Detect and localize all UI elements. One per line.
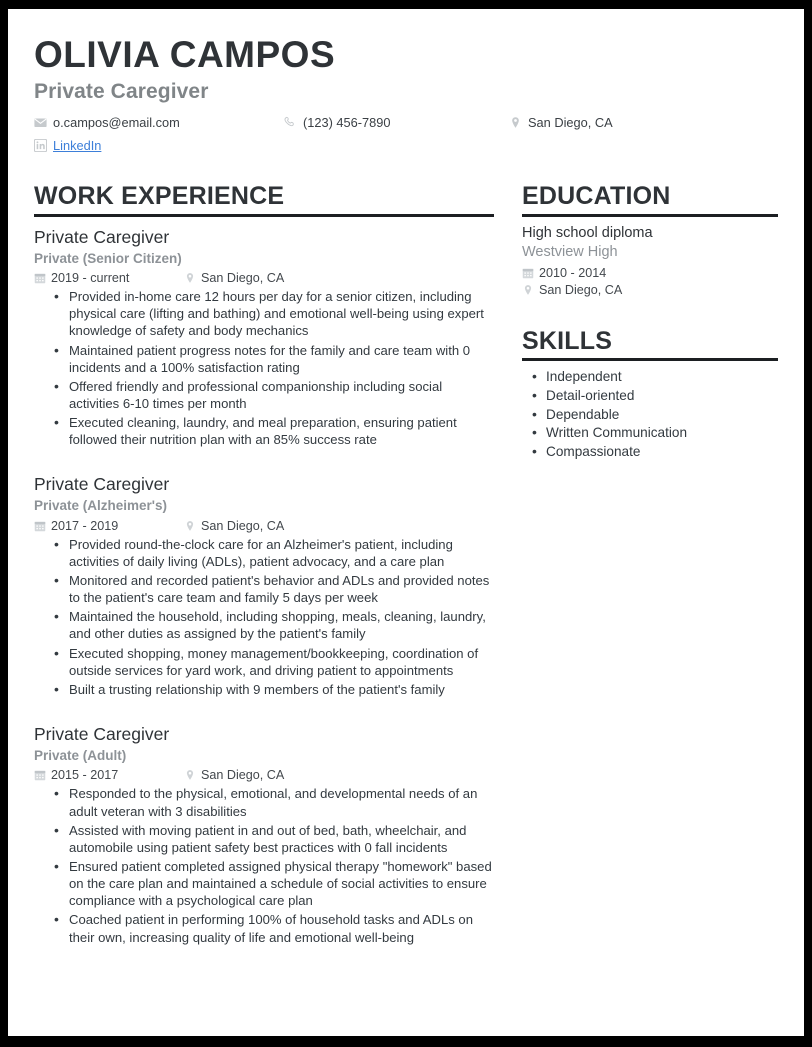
work-entry-dates: [34, 519, 184, 533]
work-entry-location-text: San Diego, CA: [201, 271, 285, 286]
work-experience-rule: [34, 214, 494, 217]
bullet-item: • Ensured patient completed assigned physical therapy "homework" based on the care plan and maintained a schedule of social activities to ensure compliance with a psychological care plan: [54, 858, 494, 909]
contact-details: [34, 116, 778, 162]
bullet-item: • Maintained the household, including shopping, meals, cleaning, laundry, and other duties as assigned by the patient's family: [54, 608, 494, 642]
bullet-item: • Provided round-the-clock care for an Alzheimer's patient, including activities of daily living (ADLs), patient advocacy, and a care plan: [54, 536, 494, 570]
work-entry-bullets: [34, 536, 494, 698]
section-work-experience: [34, 183, 494, 945]
education-degree: High school diploma: [522, 224, 653, 241]
bullet-item: • Built a trusting relationship with 9 members of the patient's family: [54, 681, 494, 698]
calendar-icon: [34, 769, 46, 781]
work-entry-title: Private Caregiver: [34, 474, 170, 495]
candidate-name: OLIVIA CAMPOS: [34, 34, 336, 75]
work-entry-location-text: San Diego, CA: [201, 768, 285, 783]
map-pin-icon: [184, 272, 196, 284]
education-heading: EDUCATION: [522, 182, 671, 211]
work-entry-meta: [34, 271, 494, 285]
map-pin-icon: [184, 520, 196, 532]
work-entry-title: Private Caregiver: [34, 226, 170, 247]
work-entry: [34, 474, 494, 698]
bullet-item: • Provided in-home care 12 hours per day for a senior citizen, including physical care (lifting and bathing) and emotional well-being using expert knowledge of safety and body mechanics: [54, 288, 494, 339]
bullet-item: • Executed shopping, money management/bookkeeping, coordination of outside services for yard work, and driving patient to appointments: [54, 645, 494, 679]
work-entry-employer: Private (Alzheimer's): [34, 498, 168, 514]
education-location: [522, 283, 778, 297]
skills-list: [522, 368, 778, 462]
work-entry-bullets: [34, 785, 494, 945]
work-experience-heading: WORK EXPERIENCE: [34, 182, 285, 211]
work-entry-dates: [34, 271, 184, 285]
work-entry-meta: [34, 519, 494, 533]
work-entry-employer: Private (Senior Citizen): [34, 250, 182, 266]
bullet-item: • Coached patient in performing 100% of household tasks and ADLs on their own, increasing quality of life and emotional well-being: [54, 911, 494, 945]
contact-email[interactable]: [34, 116, 284, 129]
skills-rule: [522, 358, 778, 361]
bullet-item: • Executed cleaning, laundry, and meal preparation, ensuring patient followed their nutrition plan with an 85% success rate: [54, 414, 494, 448]
work-entry-title: Private Caregiver: [34, 724, 170, 745]
education-dates: [522, 266, 778, 280]
calendar-icon: [34, 520, 46, 532]
contact-email-text: o.campos@email.com: [53, 114, 180, 130]
work-entry-location-text: San Diego, CA: [201, 518, 285, 533]
contact-linkedin-link[interactable]: LinkedIn: [53, 137, 102, 153]
contact-phone[interactable]: [284, 116, 509, 129]
entry-spacer: [34, 698, 494, 714]
bullet-item: • Maintained patient progress notes for the family and care team with 0 incidents and a 100% satisfaction rating: [54, 342, 494, 376]
bullet-item: • Monitored and recorded patient's behavior and ADLs and provided notes to the patient's care team and family 5 days per week: [54, 572, 494, 606]
education-school: Westview High: [522, 244, 618, 261]
work-entry-location: [184, 271, 284, 285]
section-skills: [522, 328, 778, 462]
linkedin-icon: [34, 139, 47, 152]
contact-linkedin[interactable]: [34, 139, 101, 152]
education-location-text: San Diego, CA: [539, 282, 623, 297]
work-entry-dates-text: 2017 - 2019: [51, 518, 119, 533]
main-column: [34, 183, 494, 945]
skill-item: • Compassionate: [532, 443, 778, 462]
work-entry-location: [184, 519, 284, 533]
education-rule: [522, 214, 778, 217]
work-entry: [34, 227, 494, 449]
contact-row-primary: [34, 116, 778, 139]
work-entry-location: [184, 768, 284, 782]
sidebar-column: [522, 183, 778, 461]
work-entry: [34, 724, 494, 946]
resume-header: [8, 9, 804, 162]
contact-phone-text: (123) 456-7890: [303, 114, 391, 130]
entry-spacer: [34, 448, 494, 464]
map-pin-icon: [184, 769, 196, 781]
bullet-item: • Offered friendly and professional companionship including social activities 6-10 times per month: [54, 378, 494, 412]
map-pin-icon: [522, 284, 534, 296]
education-dates-text: 2010 - 2014: [539, 265, 607, 280]
work-entry-dates-text: 2015 - 2017: [51, 768, 119, 783]
work-entry-meta: [34, 768, 494, 782]
map-pin-icon: [509, 116, 522, 129]
bullet-item: • Responded to the physical, emotional, and developmental needs of an adult veteran with 3 disabilities: [54, 785, 494, 819]
bullet-item: • Assisted with moving patient in and out of bed, bath, wheelchair, and automobile using patient safety best practices with 0 fall incidents: [54, 822, 494, 856]
resume-body: [8, 183, 804, 945]
contact-location: [509, 116, 778, 129]
calendar-icon: [522, 267, 534, 279]
work-entry-employer: Private (Adult): [34, 747, 127, 763]
skill-item: • Written Communication: [532, 424, 778, 443]
contact-location-text: San Diego, CA: [528, 114, 613, 130]
contact-row-secondary: [34, 139, 778, 162]
envelope-icon: [34, 116, 47, 129]
calendar-icon: [34, 272, 46, 284]
skill-item: • Detail-oriented: [532, 387, 778, 406]
work-entry-bullets: [34, 288, 494, 448]
skill-item: • Independent: [532, 368, 778, 387]
resume-page: [8, 9, 804, 1036]
work-entry-dates: [34, 768, 184, 782]
section-education: [522, 183, 778, 296]
candidate-job-title: Private Caregiver: [34, 80, 209, 104]
phone-icon: [284, 116, 297, 129]
skill-item: • Dependable: [532, 406, 778, 425]
skills-heading: SKILLS: [522, 326, 613, 355]
work-entry-dates-text: 2019 - current: [51, 271, 130, 286]
